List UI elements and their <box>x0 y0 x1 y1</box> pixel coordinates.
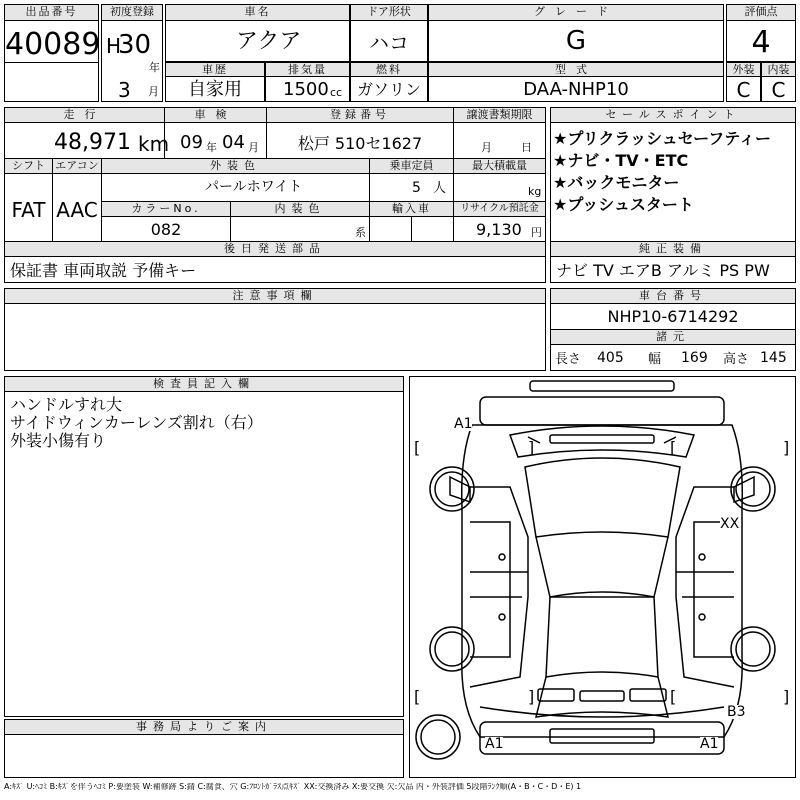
damage-mark: A1 <box>700 736 719 752</box>
bracket-mark: ] <box>783 438 790 457</box>
displacement-unit: cc <box>330 86 343 99</box>
damage-mark: B3 <box>727 704 746 720</box>
model-label: 型式 <box>429 63 723 77</box>
damage-diagram <box>409 376 796 778</box>
bracket-mark: [ <box>414 438 421 457</box>
sales-point: ★バックモニター <box>553 173 680 192</box>
sales-points-label: セールスポイント <box>551 108 795 123</box>
lot-number-label: 出品番号 <box>5 5 98 21</box>
color-number: 082 <box>150 220 182 239</box>
aircon-label: エアコン <box>53 159 101 174</box>
history-label: 車歴 <box>166 63 264 77</box>
history: 自家用 <box>188 79 242 100</box>
legend: A:ｷｽﾞ U:ﾍｺﾐ B:ｷｽﾞを伴うﾍｺﾐ P:要塗装 W:補修跡 S:錆 C:腐食、穴 G:ﾌﾛﾝﾄｶﾞﾗｽ点ｷｽﾞ XX:交換済み X:要交換 欠:欠品 内・外装評価 5段階ﾗﾝｸ順(A・B・C・D・E) 1 <box>4 783 582 791</box>
model-code: DAA-NHP10 <box>523 79 629 100</box>
color-number-label: カラーNo. <box>102 202 230 217</box>
mileage-label: 走行 <box>5 108 164 123</box>
import-label: 輸入車 <box>370 202 453 217</box>
document-month-unit: 月 <box>481 141 492 154</box>
first-registration-label: 初度登録 <box>102 5 162 21</box>
mileage: 48,971 <box>54 130 131 155</box>
length: 405 <box>597 350 624 366</box>
bracket-mark: ] <box>528 687 535 706</box>
reg-year: 30 <box>118 30 152 60</box>
parts-label: 後日発送部品 <box>5 242 545 257</box>
inspection-label: 車検 <box>165 108 266 123</box>
exterior-grade: C <box>736 78 751 102</box>
inspection-year: 09 <box>180 132 203 153</box>
inspector-label: 検査員記入欄 <box>5 377 403 392</box>
interior-color-label: 内装色 <box>231 202 369 217</box>
capacity-unit: 人 <box>433 181 447 196</box>
reg-month-unit: 月 <box>148 85 159 98</box>
capacity-label: 乗車定員 <box>370 159 453 174</box>
bracket-mark: [ <box>414 687 421 706</box>
mileage-unit: km <box>138 132 170 156</box>
bracket-mark: ] <box>783 687 790 706</box>
damage-mark: XX <box>720 516 740 532</box>
sales-point: ★ナビ・TV・ETC <box>553 151 689 170</box>
recycle-label: リサイクル預託金 <box>454 202 545 217</box>
grade-label: グレード <box>429 5 723 21</box>
score: 4 <box>751 25 771 60</box>
damage-mark: A1 <box>485 736 504 752</box>
interior-grade-label: 内装 <box>762 63 795 77</box>
score-label: 評価点 <box>727 5 795 21</box>
width-label: 幅 <box>648 352 662 367</box>
fuel-label: 燃料 <box>351 63 427 77</box>
inspection-year-unit: 年 <box>206 141 217 154</box>
height: 145 <box>760 350 787 366</box>
notes-label: 注意事項欄 <box>5 289 545 304</box>
recycle-fee: 9,130 <box>476 220 522 239</box>
document-day-unit: 日 <box>521 141 532 154</box>
sales-point: ★プリクラッシュセーフティー <box>553 129 772 148</box>
shift-label: シフト <box>5 159 52 174</box>
era: H <box>106 34 122 58</box>
chassis-label: 車台番号 <box>551 289 795 304</box>
exterior-grade-label: 外装 <box>727 63 760 77</box>
document-deadline-label: 譲渡書類期限 <box>454 108 545 123</box>
door-shape: ハコ <box>369 31 409 55</box>
damage-mark: A1 <box>454 416 473 432</box>
grade: G <box>565 26 587 56</box>
width: 169 <box>681 350 708 366</box>
registration-number: 松戸 510セ1627 <box>297 134 423 153</box>
office-label: 事務局よりご案内 <box>5 720 403 735</box>
dimensions-label: 諸元 <box>551 330 795 345</box>
inspection-month: 04 <box>222 132 245 153</box>
bracket-mark: [ <box>670 687 677 706</box>
door-label: ドア形状 <box>351 5 427 21</box>
registration-label: 登録番号 <box>267 108 453 123</box>
max-load-unit: kg <box>528 185 542 198</box>
lot-number: 40089 <box>5 27 101 62</box>
reg-year-unit: 年 <box>149 61 160 74</box>
car-name: アクア <box>236 29 302 54</box>
shift: FAT <box>11 198 46 222</box>
sales-point: ★プッシュスタート <box>553 195 694 214</box>
fuel: ガソリン <box>356 80 421 99</box>
bracket-mark: ] <box>528 438 535 457</box>
genuine-equipment: ナビ TV エアB アルミ PS PW <box>556 261 770 280</box>
displacement: 1500 <box>283 79 329 100</box>
interior-grade: C <box>771 78 786 102</box>
inspector-note: サイドウィンカーレンズ割れ（右） <box>10 413 263 432</box>
length-label: 長さ <box>555 352 582 367</box>
max-load-label: 最大積載量 <box>454 159 545 174</box>
genuine-equipment-label: 純正装備 <box>551 242 795 257</box>
recycle-fee-unit: 円 <box>531 226 542 239</box>
inspector-note: ハンドルすれ大 <box>10 395 123 414</box>
interior-color-unit: 系 <box>355 226 366 239</box>
car-name-label: 車名 <box>166 5 349 21</box>
bracket-mark: [ <box>670 438 677 457</box>
inspection-month-unit: 月 <box>248 141 259 154</box>
reg-month: 3 <box>118 78 131 102</box>
aircon: AAC <box>56 198 98 222</box>
exterior-color: パールホワイト <box>205 179 303 195</box>
exterior-color-label: 外装色 <box>102 159 369 174</box>
height-label: 高さ <box>723 352 750 367</box>
inspector-note: 外装小傷有り <box>10 431 107 450</box>
displacement-label: 排気量 <box>266 63 349 77</box>
capacity: 5 <box>412 180 421 196</box>
parts-value: 保証書 車両取説 予備キー <box>10 261 197 280</box>
chassis-number: NHP10-6714292 <box>607 307 739 326</box>
